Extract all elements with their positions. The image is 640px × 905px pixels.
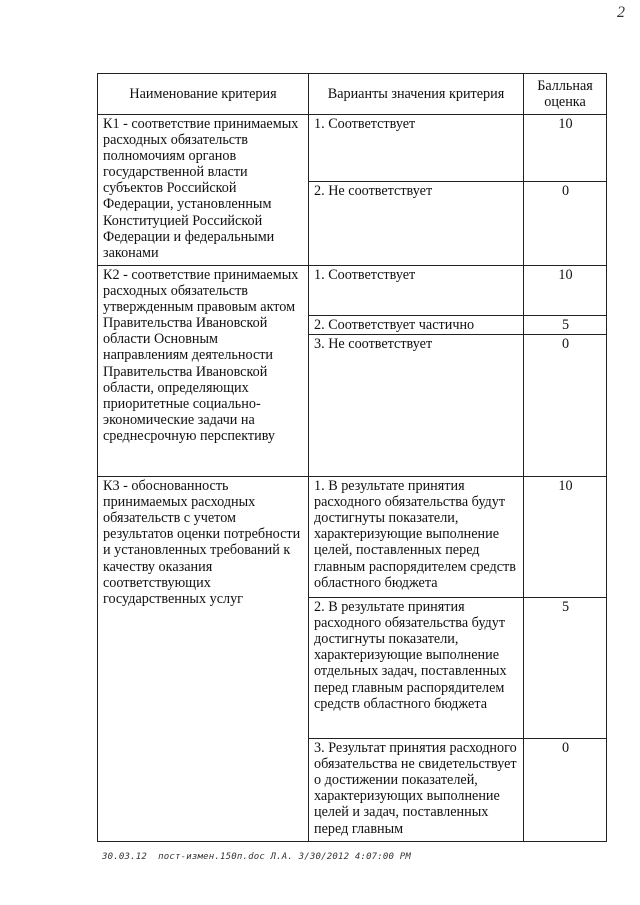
- score-cell: 10: [524, 477, 607, 598]
- variant-cell: 1. В результате принятия расходного обязательства будут достигнуты показатели, характеризующие выполнение целей, поставленных перед главным распорядителем средств областного бюджета: [309, 477, 524, 598]
- variant-cell: 2. Соответствует частично: [309, 316, 524, 335]
- variant-cell: 3. Не соответствует: [309, 335, 524, 477]
- document-footer: 30.03.12 пост-измен.150п.doc Л.А. 3/30/2012 4:07:00 PM: [102, 852, 412, 862]
- table-header-row: [98, 74, 607, 115]
- score-cell: 10: [524, 115, 607, 182]
- variant-cell: 1. Соответствует: [309, 115, 524, 182]
- variant-cell: 3. Результат принятия расходного обязательства не свидетельствует о достижении показателей, характеризующих выполнение целей и задач, поставленных перед главным: [309, 739, 524, 842]
- header-score: Балльная оценка: [524, 74, 607, 115]
- variant-cell: 1. Соответствует: [309, 266, 524, 316]
- score-cell: 0: [524, 182, 607, 266]
- criterion-k1: К1 - соответствие принимаемых расходных обязательств полномочиям органов государственной власти субъектов Российской Федерации, установленным Конституцией Российской Федерации и федеральными законами: [98, 115, 309, 266]
- table-row: [98, 266, 607, 316]
- score-cell: 5: [524, 598, 607, 739]
- table-row: [98, 477, 607, 598]
- criteria-table: [97, 73, 607, 842]
- variant-cell: 2. Не соответствует: [309, 182, 524, 266]
- header-criterion: Наименование критерия: [98, 74, 309, 115]
- score-cell: 10: [524, 266, 607, 316]
- score-cell: 0: [524, 739, 607, 842]
- table-row: [98, 115, 607, 182]
- criterion-k2: К2 - соответствие принимаемых расходных обязательств утвержденным правовым актом Правительства Ивановской области Основным направлениям деятельности Правительства Ивановской области, определяющих приоритетные социально-экономические задачи на среднесрочную перспективу: [98, 266, 309, 477]
- page-number: 2: [617, 4, 625, 21]
- score-cell: 0: [524, 335, 607, 477]
- variant-cell: 2. В результате принятия расходного обязательства будут достигнуты показатели, характеризующие выполнение отдельных задач, поставленных перед главным распорядителем средств областного бюджета: [309, 598, 524, 739]
- criterion-k3: К3 - обоснованность принимаемых расходных обязательств с учетом результатов оценки потребности и установленных требований к качеству оказания соответствующих государственных услуг: [98, 477, 309, 842]
- header-variants: Варианты значения критерия: [309, 74, 524, 115]
- score-cell: 5: [524, 316, 607, 335]
